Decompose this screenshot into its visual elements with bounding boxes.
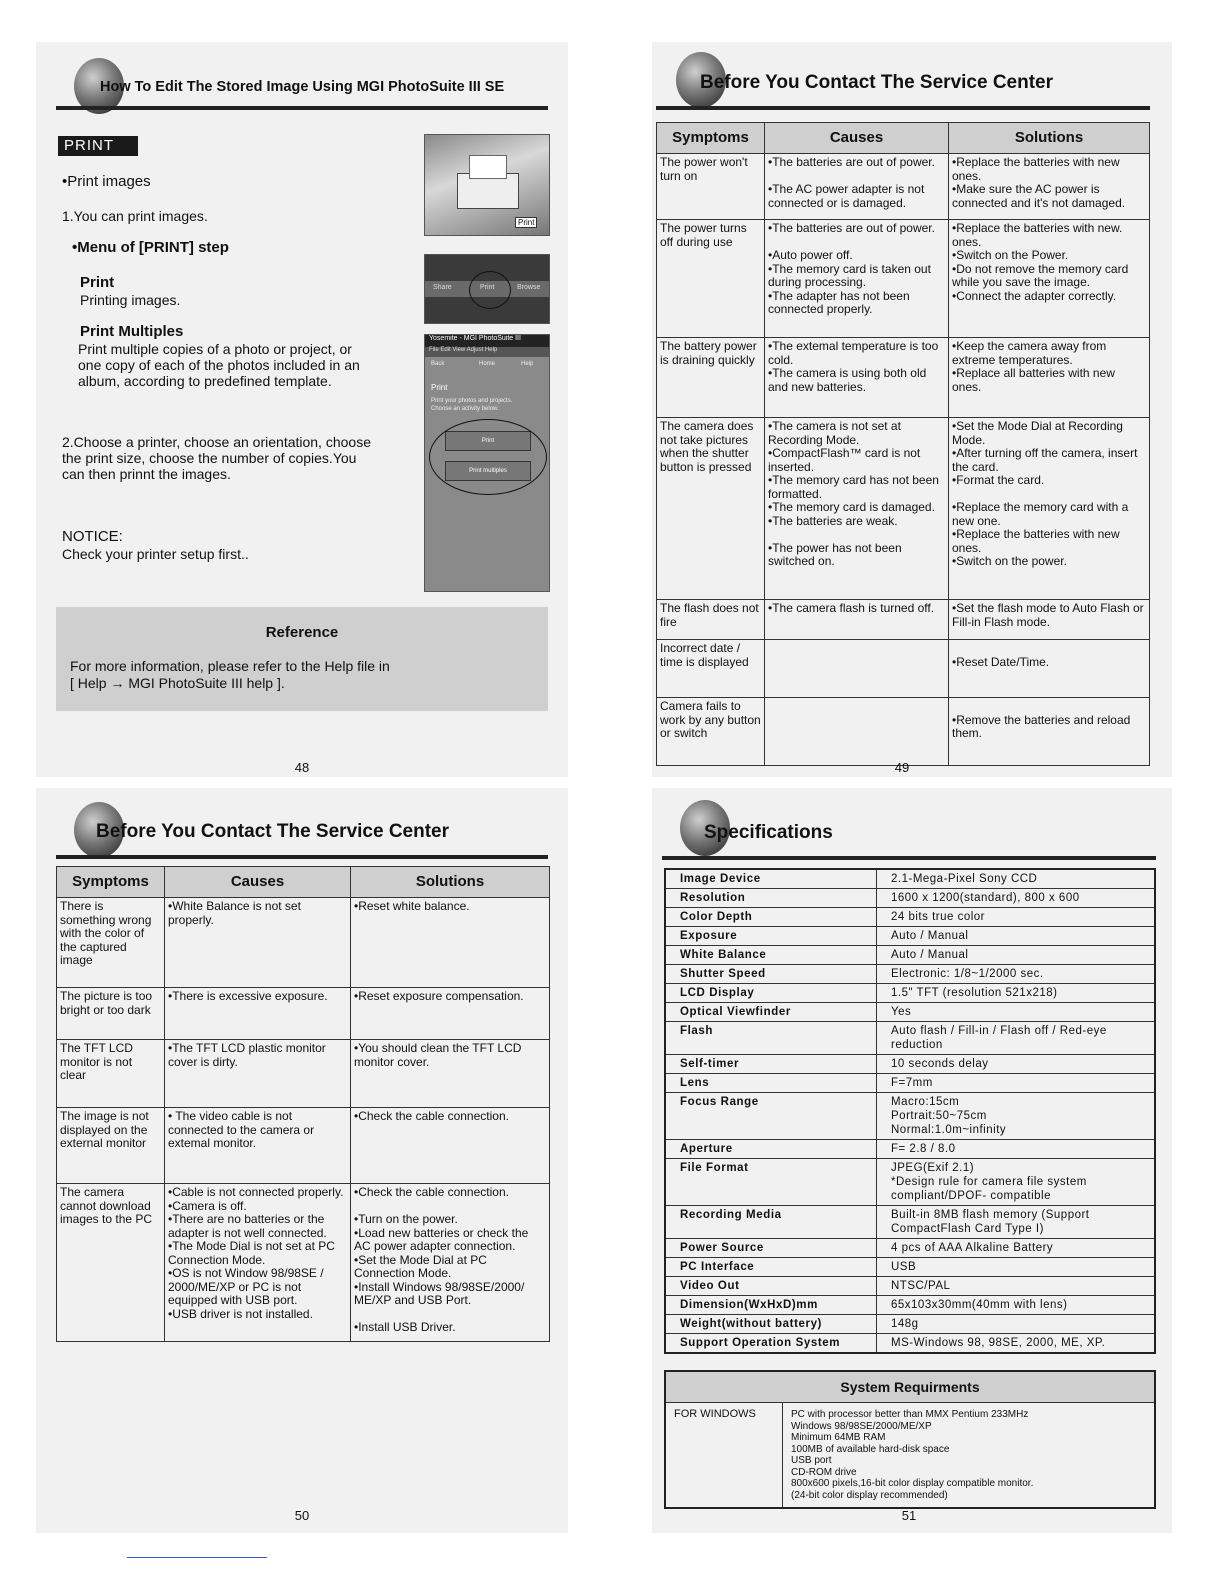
solution-item: •Do not remove the memory card while you save the image. <box>952 261 1129 289</box>
printer-illustration <box>424 134 550 236</box>
cause-item: • The video cable is not connected to the camera or extemal monitor. <box>168 1109 315 1150</box>
print-multiples-label: Print Multiples <box>80 323 184 340</box>
spec-row <box>665 1315 1155 1334</box>
table-row <box>657 640 1150 698</box>
specifications-table <box>664 868 1156 1354</box>
spec-label: Optical Viewfinder <box>665 1003 877 1022</box>
page-title: How To Edit The Stored Image Using MGI PhotoSuite III SE <box>100 79 505 95</box>
print-button-icon: Print <box>515 217 537 228</box>
causes-cell <box>165 988 351 1040</box>
spec-value-line: reduction <box>891 1039 943 1051</box>
spec-row <box>665 965 1155 984</box>
causes-cell <box>165 1184 351 1342</box>
spec-label: Lens <box>665 1074 877 1093</box>
page-number: 51 <box>901 1508 917 1523</box>
menu-heading: • Menu of [PRINT] step <box>72 240 229 256</box>
page-title: Before You Contact The Service Center <box>700 72 1054 93</box>
print-section-tag: PRINT <box>58 136 138 156</box>
cause-item: •The batteries are out of power. <box>768 155 935 169</box>
causes-cell <box>165 898 351 988</box>
page-number: 49 <box>894 760 910 775</box>
header-causes: Causes <box>165 867 351 898</box>
symptom-cell: The camera cannot download images to the PC <box>57 1184 165 1342</box>
title-rule <box>662 856 1156 860</box>
cause-item: •The memory card has not been formatted. <box>768 473 939 501</box>
solution-item: •Reset white balance. <box>354 899 470 913</box>
sysreq-line: USB port <box>791 1455 832 1466</box>
symptom-cell: The image is not displayed on the external monitor <box>57 1108 165 1184</box>
solution-item: •Check the cable connection. <box>354 1109 509 1123</box>
causes-cell <box>765 640 949 698</box>
nav-help-button[interactable]: Help <box>521 361 534 367</box>
solution-item: •Replace the batteries with new ones. <box>952 155 1120 183</box>
cause-item: •The batteries are out of power. <box>768 221 935 235</box>
spec-value <box>877 1159 1156 1206</box>
sysreq-line: CD-ROM drive <box>791 1466 857 1478</box>
spec-label: Focus Range <box>665 1093 877 1140</box>
cause-item <box>768 528 945 542</box>
spec-value <box>877 984 1156 1003</box>
spec-row <box>665 1055 1155 1074</box>
spec-value-line: Built-in 8MB flash memory (Support <box>891 1209 1090 1221</box>
menu-browse-button[interactable]: Browse <box>517 284 541 291</box>
spec-label: Self-timer <box>665 1055 877 1074</box>
spec-row <box>665 1140 1155 1159</box>
spec-row <box>665 889 1155 908</box>
solution-item <box>354 1308 546 1322</box>
causes-cell <box>765 600 949 640</box>
spec-value <box>877 1296 1156 1315</box>
cause-item: •Auto power off. <box>768 248 853 262</box>
title-rule <box>56 855 548 859</box>
table-row <box>657 418 1150 600</box>
causes-cell <box>765 698 949 766</box>
solution-item: •Make sure the AC power is connected and it's not damaged. <box>952 182 1126 210</box>
spec-value-line: Yes <box>891 1006 912 1018</box>
solution-item: •Switch on the power. <box>952 554 1067 568</box>
spec-value <box>877 1022 1156 1055</box>
spec-value <box>877 1239 1156 1258</box>
cause-item: •The AC power adapter is not connected or is damaged. <box>768 182 925 210</box>
spec-row <box>665 1022 1155 1055</box>
sysreq-line: Windows 98/98SE/2000/ME/XP <box>791 1420 932 1432</box>
header-symptoms: Symptoms <box>57 867 165 898</box>
header-solutions: Solutions <box>351 867 550 898</box>
spec-value-line: 24 bits true color <box>891 911 986 923</box>
spec-value-line: CompactFlash Card Type I) <box>891 1223 1044 1235</box>
spec-value-line: 1600 x 1200(standard), 800 x 600 <box>891 892 1080 904</box>
table-row <box>57 1184 550 1342</box>
symptom-cell: The power won't turn on <box>657 154 765 220</box>
cause-item: •White Balance is not set properly. <box>168 899 301 927</box>
spec-value-line: JPEG(Exif 2.1) <box>891 1162 975 1174</box>
highlight-circle <box>469 271 511 309</box>
table-row <box>657 338 1150 418</box>
solutions-cell <box>351 1040 550 1108</box>
header-symptoms: Symptoms <box>657 123 765 154</box>
print-multiples-desc: Print multiple copies of a photo or project, or one copy of each of the photos included in an album, according to predefined template. <box>78 341 360 389</box>
spec-label: File Format <box>665 1159 877 1206</box>
sysreq-details <box>783 1403 1156 1509</box>
spec-value-line: compliant/DPOF- compatible <box>891 1190 1051 1202</box>
solution-item <box>952 642 1146 656</box>
spec-row <box>665 1296 1155 1315</box>
solution-item: •Connect the adapter correctly. <box>952 288 1117 303</box>
cause-item: •CompactFlash™ card is not inserted. <box>768 446 921 474</box>
spec-value-line: Auto flash / Fill-in / Flash off / Red-eye <box>891 1025 1107 1037</box>
sysreq-line: 100MB of available hard-disk space <box>791 1443 950 1455</box>
spec-label: Flash <box>665 1022 877 1055</box>
spec-value-line: Auto / Manual <box>891 949 969 961</box>
causes-cell <box>765 220 949 338</box>
solution-item: •Replace the batteries with new ones. <box>952 527 1120 555</box>
cause-item: •The camera is not set at Recording Mode. <box>768 419 901 447</box>
nav-back-button[interactable]: Back <box>431 361 445 367</box>
symptom-cell: The flash does not fire <box>657 600 765 640</box>
header-causes: Causes <box>765 123 949 154</box>
spec-row <box>665 869 1155 889</box>
notice-text: Check your printer setup first.. <box>62 546 249 562</box>
table-row <box>57 898 550 988</box>
solutions-cell <box>949 220 1150 338</box>
spec-value-line: 1.5" TFT (resolution 521x218) <box>891 987 1058 999</box>
spec-label: Shutter Speed <box>665 965 877 984</box>
spec-row <box>665 1074 1155 1093</box>
header-solutions: Solutions <box>949 123 1150 154</box>
solution-item <box>354 1200 546 1214</box>
spec-label: Exposure <box>665 927 877 946</box>
print-label: Print <box>80 274 115 291</box>
spec-value <box>877 1055 1156 1074</box>
solution-item: •After turning off the camera, insert the card. <box>952 446 1138 474</box>
sysreq-line: Minimum 64MB RAM <box>791 1432 886 1443</box>
solutions-cell <box>949 600 1150 640</box>
system-requirements-title: System Requirments <box>665 1371 1155 1403</box>
spec-value <box>877 1206 1156 1239</box>
cause-item: •Camera is off. <box>168 1198 247 1213</box>
causes-cell <box>765 418 949 600</box>
solution-item: •Set the Mode Dial at PC Connection Mode. <box>354 1252 487 1280</box>
spec-row <box>665 908 1155 927</box>
solution-item: •Replace the memory card with a new one. <box>952 500 1129 528</box>
reference-path: [ Help → MGI PhotoSuite III help ]. <box>70 675 285 691</box>
solution-item: •Install Windows 98/98SE/2000/ ME/XP and USB Port. <box>354 1279 525 1307</box>
page-number: 50 <box>294 1508 310 1523</box>
window-titlebar: Yosemite - MGI PhotoSuite III <box>425 335 549 347</box>
spec-value-line: 148g <box>891 1318 919 1330</box>
spec-value-line: Electronic: 1/8~1/2000 sec. <box>891 968 1044 980</box>
spec-label: PC Interface <box>665 1258 877 1277</box>
print-desc: Printing images. <box>80 292 181 308</box>
notice-label: NOTICE: <box>62 528 123 545</box>
solution-item: •Load new batteries or check the AC power adapter connection. <box>354 1225 529 1253</box>
page-49 <box>652 42 1172 777</box>
symptom-cell: The power turns off during use <box>657 220 765 338</box>
solution-item: •Set the flash mode to Auto Flash or Fill-in Flash mode. <box>952 601 1144 629</box>
solution-item <box>952 700 1146 714</box>
solution-item: •Reset exposure compensation. <box>354 989 524 1003</box>
cause-item: •The Mode Dial is not set at PC Connection Mode. <box>168 1239 335 1267</box>
table-row <box>657 220 1150 338</box>
symptom-cell: Camera fails to work by any button or switch <box>657 698 765 766</box>
page-title: Before You Contact The Service Center <box>96 821 450 842</box>
spec-row <box>665 1159 1155 1206</box>
spec-value-line: NTSC/PAL <box>891 1280 951 1292</box>
page-title: Specifications <box>704 822 833 843</box>
spec-value <box>877 1003 1156 1022</box>
spec-label: Aperture <box>665 1140 877 1159</box>
cause-item: •The camera is using both old and new batteries. <box>768 366 927 394</box>
page-50 <box>36 788 568 1533</box>
table-row <box>657 698 1150 766</box>
solution-item: •You should clean the TFT LCD monitor cover. <box>354 1041 522 1069</box>
spec-value <box>877 1277 1156 1296</box>
window-text: Print your photos and projects. Choose an activity below. <box>431 398 513 412</box>
solutions-cell <box>949 338 1150 418</box>
symptom-cell: Incorrect date / time is displayed <box>657 640 765 698</box>
window-menubar: File Edit View Adjust Help <box>425 347 549 357</box>
cause-item: •There is excessive exposure. <box>168 989 328 1003</box>
spec-row <box>665 984 1155 1003</box>
table-row <box>657 154 1150 220</box>
cause-item <box>768 170 945 184</box>
spec-value-line: 2.1-Mega-Pixel Sony CCD <box>891 873 1038 885</box>
causes-cell <box>165 1040 351 1108</box>
spec-value-line: 65x103x30mm(40mm with lens) <box>891 1299 1068 1311</box>
spec-value-line: Normal:1.0m~infinity <box>891 1124 1007 1136</box>
spec-value <box>877 908 1156 927</box>
symptom-cell: There is something wrong with the color of the captured image <box>57 898 165 988</box>
solution-item: •Install USB Driver. <box>354 1320 456 1334</box>
solutions-cell <box>949 640 1150 698</box>
page-number: 48 <box>294 760 310 775</box>
table-row <box>57 988 550 1040</box>
troubleshooting-table <box>56 866 550 1342</box>
spec-row <box>665 1239 1155 1258</box>
reference-box <box>56 607 548 711</box>
solution-item: •Keep the camera away from extreme temperatures. <box>952 339 1107 367</box>
menu-print-button[interactable]: Print <box>480 284 495 291</box>
cause-item: •The power has not been switched on. <box>768 540 902 568</box>
spec-value <box>877 1258 1156 1277</box>
activity-print-button[interactable]: Print <box>445 431 531 451</box>
spec-row <box>665 946 1155 965</box>
symptom-cell: The camera does not take pictures when the shutter button is pressed <box>657 418 765 600</box>
spec-label: Resolution <box>665 889 877 908</box>
spec-value-line: Auto / Manual <box>891 930 969 942</box>
symptom-cell: The TFT LCD monitor is not clear <box>57 1040 165 1108</box>
solution-item: •Switch on the Power. <box>952 248 1069 262</box>
sysreq-line: 800x600 pixels,16-bit color display compatible monitor. <box>791 1478 1034 1489</box>
symptom-cell: The picture is too bright or too dark <box>57 988 165 1040</box>
spec-row <box>665 1003 1155 1022</box>
cause-item: •The camera flash is turned off. <box>768 601 935 615</box>
spec-label: LCD Display <box>665 984 877 1003</box>
symptom-cell: The battery power is draining quickly <box>657 338 765 418</box>
solutions-cell <box>949 418 1150 600</box>
spec-value-line: *Design rule for camera file system <box>891 1176 1087 1188</box>
system-requirements-table <box>664 1370 1156 1509</box>
spec-row <box>665 1206 1155 1239</box>
solutions-cell <box>949 698 1150 766</box>
spec-label: Recording Media <box>665 1206 877 1239</box>
spec-row <box>665 927 1155 946</box>
solutions-cell <box>351 1108 550 1184</box>
sysreq-line: (24-bit color display recommended) <box>791 1489 948 1501</box>
page-51 <box>652 788 1172 1533</box>
spec-label: Video Out <box>665 1277 877 1296</box>
table-row <box>57 1040 550 1108</box>
spec-value <box>877 869 1156 889</box>
solution-item: •Turn on the power. <box>354 1212 458 1226</box>
sysreq-line: PC with processor better than MMX Pentium 233MHz <box>791 1409 1029 1420</box>
troubleshooting-table <box>656 122 1150 766</box>
reference-text: For more information, please refer to the Help file in <box>70 658 390 674</box>
spec-label: Image Device <box>665 869 877 889</box>
window-heading: Print <box>431 383 448 392</box>
spec-row <box>665 1093 1155 1140</box>
spec-row <box>665 1258 1155 1277</box>
highlight-circle <box>429 419 547 495</box>
cause-item: •The memory card is damaged. <box>768 500 935 514</box>
sysreq-platform-label: FOR WINDOWS <box>665 1403 783 1509</box>
table-row <box>57 1108 550 1184</box>
cause-item <box>768 236 945 250</box>
spec-label: Support Operation System <box>665 1334 877 1354</box>
spec-value-line: F=7mm <box>891 1077 933 1089</box>
spec-value <box>877 1315 1156 1334</box>
cause-item: •OS is not Window 98/98SE / 2000/ME/XP or PC is not equipped with USB port. <box>168 1266 324 1307</box>
cause-item: •The memory card is taken out during processing. <box>768 261 931 289</box>
spec-row <box>665 1334 1155 1354</box>
spec-value-line: MS-Windows 98, 98SE, 2000, ME, XP. <box>891 1337 1106 1349</box>
step-1: 1.You can print images. <box>62 208 208 224</box>
step-2: 2.Choose a printer, choose an orientation, choose the print size, choose the number of copies.You can then prinnt the images. <box>62 434 371 482</box>
spec-label: Dimension(WxHxD)mm <box>665 1296 877 1315</box>
photosuite-window-screenshot <box>424 334 550 592</box>
spec-label: White Balance <box>665 946 877 965</box>
spec-value-line: F= 2.8 / 8.0 <box>891 1143 956 1155</box>
causes-cell <box>765 338 949 418</box>
cause-item: •There are no batteries or the adapter is not well connected. <box>168 1212 327 1240</box>
title-rule <box>56 106 548 110</box>
spec-label: Power Source <box>665 1239 877 1258</box>
spec-value <box>877 1140 1156 1159</box>
spec-value-line: Portrait:50~75cm <box>891 1110 987 1122</box>
cause-item: •The batteries are weak. <box>768 513 898 528</box>
solutions-cell <box>351 1184 550 1342</box>
solution-item: •Format the card. <box>952 473 1045 487</box>
bullet-print-images: • Print images <box>62 174 151 190</box>
solution-item: •Remove the batteries and reload them. <box>952 712 1131 740</box>
spec-value-line: USB <box>891 1261 917 1273</box>
spec-value <box>877 927 1156 946</box>
spec-row <box>665 1277 1155 1296</box>
spec-value <box>877 1334 1156 1354</box>
solution-item: •Replace the batteries with new. ones. <box>952 221 1123 249</box>
spec-value-line: 10 seconds delay <box>891 1058 989 1070</box>
solution-item: •Reset Date/Time. <box>952 654 1050 669</box>
solutions-cell <box>351 988 550 1040</box>
solutions-cell <box>351 898 550 988</box>
solution-item <box>952 488 1146 502</box>
spec-value-line: Macro:15cm <box>891 1096 960 1108</box>
solution-item: •Check the cable connection. <box>354 1185 509 1199</box>
spec-value <box>877 889 1156 908</box>
menu-bar-screenshot <box>424 254 550 324</box>
reference-title: Reference <box>265 624 339 641</box>
spec-value-line: 4 pcs of AAA Alkaline Battery <box>891 1242 1054 1254</box>
solutions-cell <box>949 154 1150 220</box>
cause-item: •The extemal temperature is too cold. <box>768 339 939 367</box>
spec-value <box>877 946 1156 965</box>
spec-value <box>877 1074 1156 1093</box>
spec-value <box>877 965 1156 984</box>
spec-value <box>877 1093 1156 1140</box>
causes-cell <box>165 1108 351 1184</box>
spec-label: Color Depth <box>665 908 877 927</box>
footer-underline <box>127 1557 267 1558</box>
printer-paper <box>469 155 507 179</box>
solution-item: •Set the Mode Dial at Recording Mode. <box>952 419 1123 447</box>
activity-print-multiples-button[interactable]: Print multiples <box>445 461 531 481</box>
cause-item: •USB driver is not installed. <box>168 1306 313 1321</box>
spec-label: Weight(without battery) <box>665 1315 877 1334</box>
cause-item: •The adapter has not been connected properly. <box>768 288 910 316</box>
causes-cell <box>765 154 949 220</box>
page-48 <box>36 42 568 777</box>
title-rule <box>656 106 1150 110</box>
menu-share-button[interactable]: Share <box>433 284 452 291</box>
cause-item: •The TFT LCD plastic monitor cover is dirty. <box>168 1041 326 1069</box>
cause-item: •Cable is not connected properly. <box>168 1185 344 1199</box>
table-row <box>657 600 1150 640</box>
nav-home-button[interactable]: Home <box>479 361 496 367</box>
solution-item: •Replace all batteries with new ones. <box>952 366 1115 394</box>
